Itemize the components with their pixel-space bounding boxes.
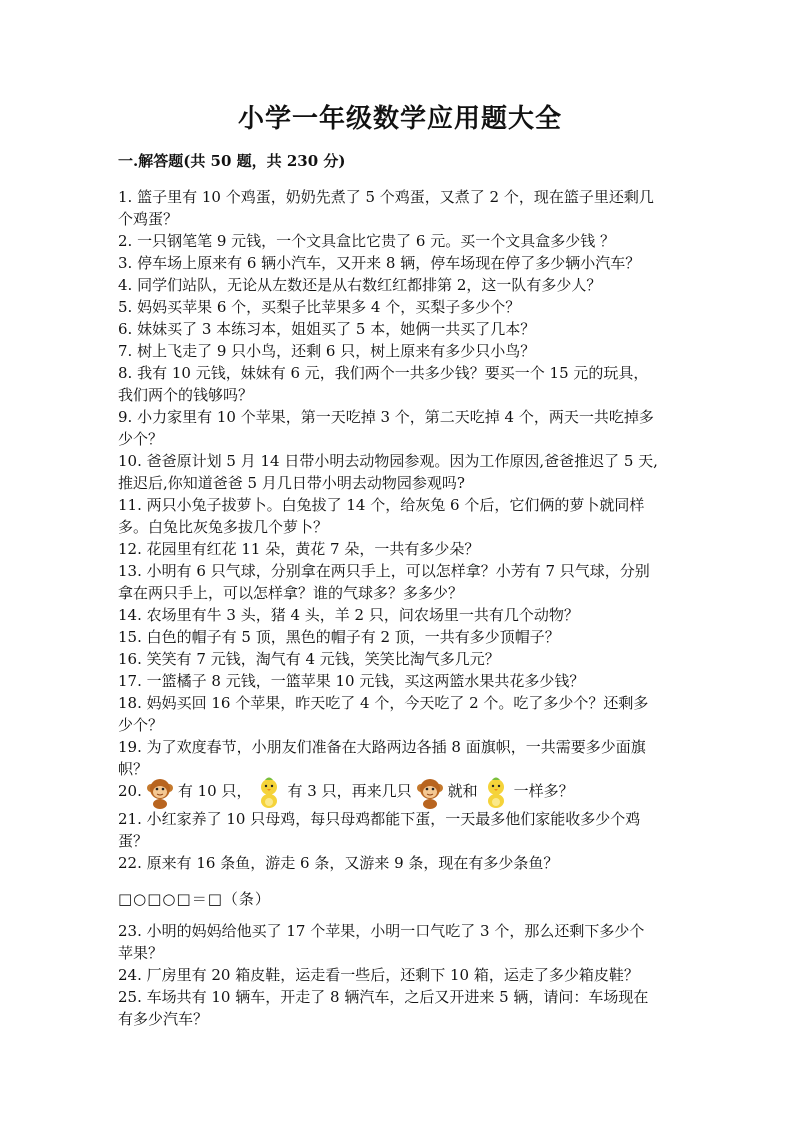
question-17: 17. 一篮橘子 8 元钱，一篮苹果 10 元钱，买这两篮水果共花多少钱？ [118, 672, 585, 690]
monkey-icon [146, 775, 174, 809]
question-19-line-2: 帜？ [118, 760, 149, 778]
question-2: 2. 一只钢笔笔 9 元钱，一个文具盒比它贵了 6 元。买一个文具盒多少钱 ？ [118, 232, 616, 250]
question-6: 6. 妹妹买了 3 本练习本，姐姐买了 5 本，她俩一共买了几本？ [118, 320, 536, 338]
question-21-line-2: 蛋？ [118, 832, 149, 850]
question-21-line-1: 21. 小红家养了 10 只母鸡，每只母鸡都能下蛋，一天最多他们家能收多少个鸡 [118, 810, 641, 828]
question-9-line-1: 9. 小力家里有 10 个苹果，第一天吃掉 3 个，第二天吃掉 4 个，两天一共吃掉多 [118, 408, 654, 426]
question-5: 5. 妈妈买苹果 6 个，买梨子比苹果多 4 个，买梨子多少个？ [118, 298, 521, 316]
question-1-line-2: 个鸡蛋？ [118, 210, 179, 228]
question-25-line-2: 有多少汽车？ [118, 1010, 209, 1028]
question-8-line-2: 我们两个的钱够吗？ [118, 386, 254, 404]
question-11-line-1: 11. 两只小兔子拔萝卜。白兔拔了 14 个，给灰兔 6 个后，它们俩的萝卜就同样 [118, 496, 645, 514]
question-9-line-2: 少个？ [118, 430, 164, 448]
question-18-line-1: 18. 妈妈买回 16 个苹果，昨天吃了 4 个，今天吃了 2 个。吃了多少个？还剩多 [118, 694, 649, 712]
question-14: 14. 农场里有牛 3 头，猪 4 头，羊 2 只，问农场里一共有几个动物？ [118, 606, 579, 624]
question-22: 22. 原来有 16 条鱼，游走 6 条，又游来 9 条，现在有多少条鱼？ [118, 854, 559, 872]
question-10-line-2: 推迟后,你知道爸爸 5 月几日带小明去动物园参观吗? [118, 474, 465, 492]
question-23-line-1: 23. 小明的妈妈给他买了 17 个苹果，小明一口气吃了 3 个，那么还剩下多少个 [118, 922, 645, 940]
question-16: 16. 笑笑有 7 元钱，淘气有 4 元钱，笑笑比淘气多几元？ [118, 650, 500, 668]
chick-icon [482, 775, 510, 809]
question-24: 24. 厂房里有 20 箱皮鞋，运走看一些后，还剩下 10 箱，运走了多少箱皮鞋？ [118, 966, 639, 984]
question-18-line-2: 少个？ [118, 716, 164, 734]
question-20-part-1: 有 10 只， [177, 782, 252, 800]
question-13-line-1: 13. 小明有 6 只气球，分别拿在两只手上，可以怎样拿？小芳有 7 只气球，分别 [118, 562, 650, 580]
page-title: 小学一年级数学应用题大全 [237, 104, 562, 134]
question-7: 7. 树上飞走了 9 只小鸟，还剩 6 只，树上原来有多少只小鸟？ [118, 342, 536, 360]
question-15: 15. 白色的帽子有 5 顶，黑色的帽子有 2 顶，一共有多少顶帽子？ [118, 628, 560, 646]
question-1-line-1: 1. 篮子里有 10 个鸡蛋，奶奶先煮了 5 个鸡蛋，又煮了 2 个，现在篮子里还剩几 [118, 188, 654, 206]
question-10-line-1: 10. 爸爸原计划 5 月 14 日带小明去动物园参观。因为工作原因,爸爸推迟了 5 天, [118, 452, 658, 470]
question-25-line-1: 25. 车场共有 10 辆车，开走了 8 辆汽车，之后又开进来 5 辆，请问：车场现在 [118, 988, 649, 1006]
question-19-line-1: 19. 为了欢度春节，小朋友们准备在大路两边各插 8 面旗帜，一共需要多少面旗 [118, 738, 646, 756]
question-11-line-2: 多。白兔比灰兔多拔几个萝卜？ [118, 518, 329, 536]
monkey-icon [416, 775, 444, 809]
question-4: 4. 同学们站队，无论从左数还是从右数红红都排第 2，这一队有多少人？ [118, 276, 602, 294]
question-3: 3. 停车场上原来有 6 辆小汽车，又开来 8 辆，停车场现在停了多少辆小汽车？ [118, 254, 641, 272]
question-20-part-3: 就和 [447, 782, 478, 800]
chick-icon [255, 775, 283, 809]
question-8-line-1: 8. 我有 10 元钱，妹妹有 6 元，我们两个一共多少钱？要买一个 15 元的玩具， [118, 364, 649, 382]
question-20-part-4: 一样多？ [513, 782, 574, 800]
section-heading: 一.解答题(共 50 题，共 230 分) [118, 152, 346, 170]
question-23-line-2: 苹果？ [118, 944, 164, 962]
question-20-number: 20. [118, 782, 142, 800]
question-13-line-2: 拿在两只手上，可以怎样拿？谁的气球多？多多少？ [118, 584, 464, 602]
question-20-part-2: 有 3 只，再来几只 [287, 782, 412, 800]
question-22-formula: □○□○□＝□（条） [118, 890, 271, 908]
question-12: 12. 花园里有红花 11 朵，黄花 7 朵，一共有多少朵？ [118, 540, 480, 558]
question-20 [118, 772, 718, 810]
